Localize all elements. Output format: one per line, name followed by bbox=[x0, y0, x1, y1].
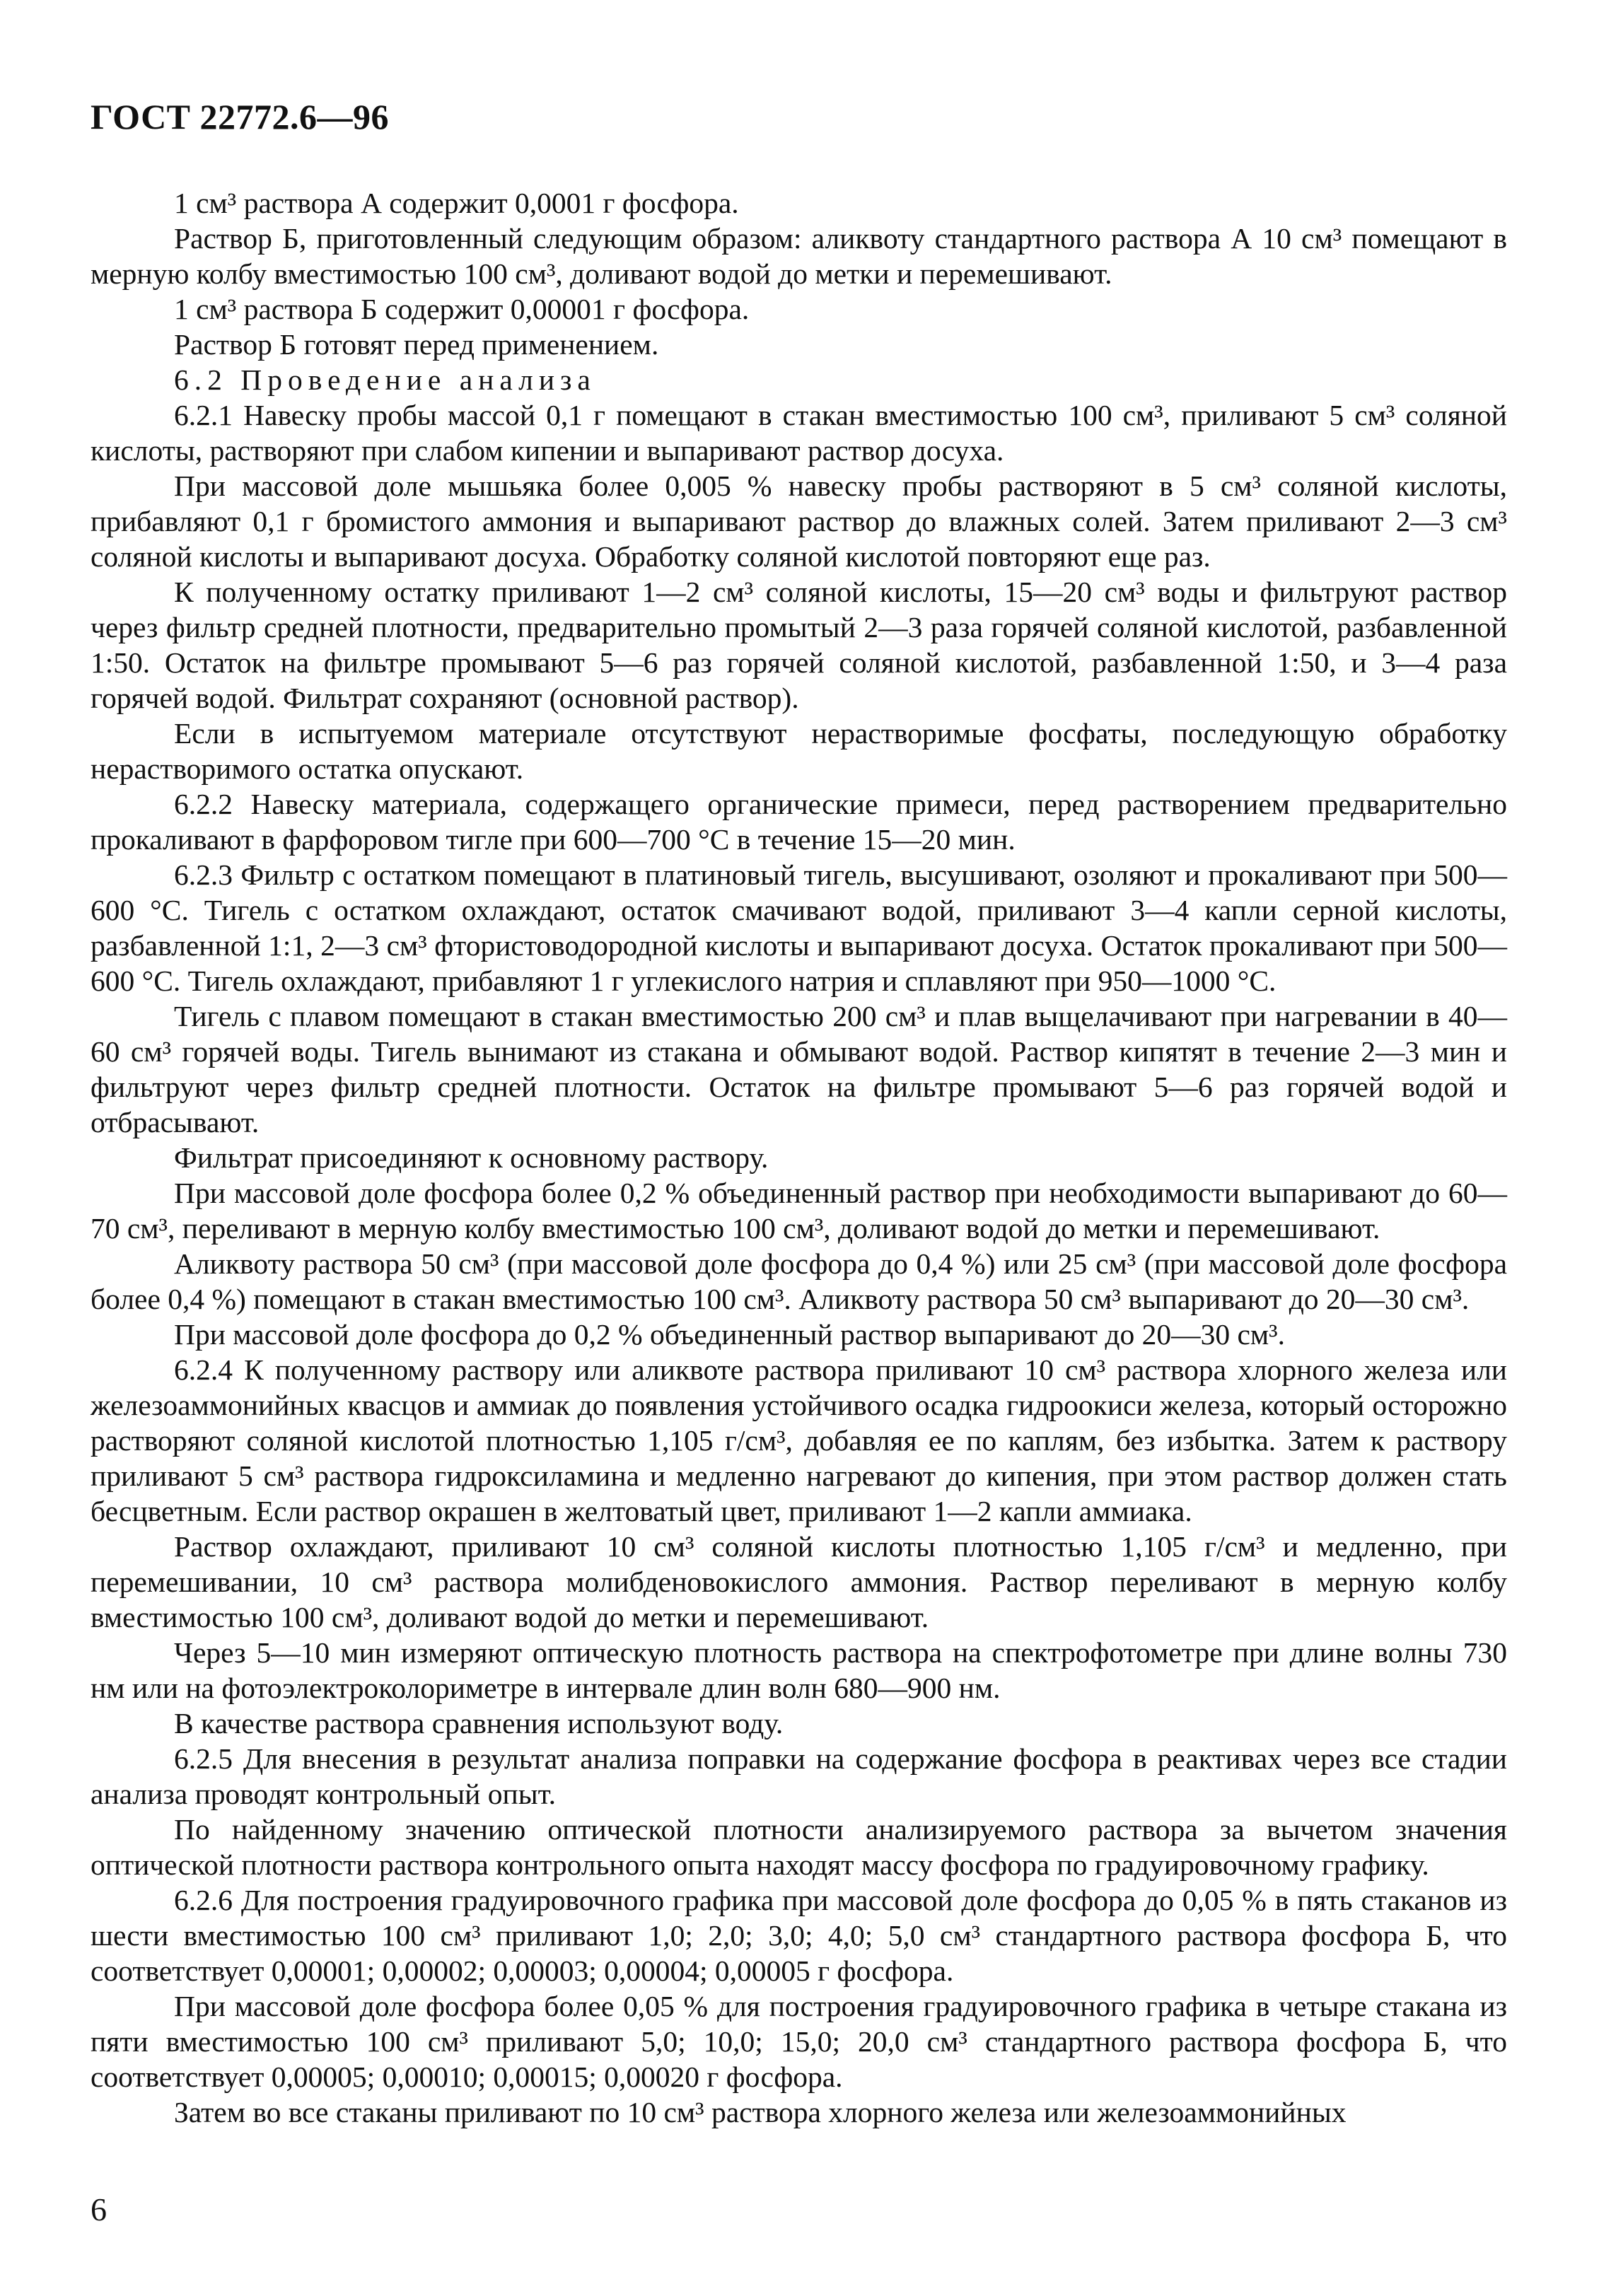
paragraph: 6.2.5 Для внесения в результат анализа поправки на содержание фосфора в реактивах через все стадии анализа проводят контрольный опыт. bbox=[91, 1742, 1507, 1810]
paragraph: 6.2.4 К полученному раствору или аликвоте раствора приливают 10 см³ раствора хлорного железа или железоаммонийных квасцов и аммиак до появления устойчивого осадка гидроокиси железа, который осторожно растворяют соляной кислотой плотностью 1,105 г/см³, добавляя ее по каплям, без избытка. Затем к раствору приливают 5 см³ раствора гидроксиламина и медленно нагревают до кипения, при этом раствор должен стать бесцветным. Если раствор окрашен в желтоватый цвет, приливают 1—2 капли аммиака. bbox=[91, 1353, 1507, 1527]
paragraph: Раствор Б готовят перед применением. bbox=[174, 328, 659, 361]
paragraph: По найденному значению оптической плотности анализируемого раствора за вычетом значения оптической плотности раствора контрольного опыта находят массу фосфора по градуировочному графику. bbox=[91, 1813, 1507, 1881]
paragraph: Тигель с плавом помещают в стакан вместимостью 200 см³ и плав выщелачивают при нагревании в 40—60 см³ горячей воды. Тигель вынимают из стакана и обмывают водой. Раствор кипятят в течение 2—3 мин и фильтруют через фильтр средней плотности. Остаток на фильтре промывают 5—6 раз горячей водой и отбрасывают. bbox=[91, 1000, 1507, 1138]
page-number: 6 bbox=[91, 2191, 107, 2227]
paragraph: Через 5—10 мин измеряют оптическую плотность раствора на спектрофотометре при длине волны 730 нм или на фотоэлектроколориметре в интервале длин волн 680—900 нм. bbox=[91, 1636, 1507, 1704]
paragraph: 6.2.6 Для построения градуировочного графика при массовой доле фосфора до 0,05 % в пять стаканов из шести вместимостью 100 см³ приливают 1,0; 2,0; 3,0; 4,0; 5,0 см³ стандартного раствора фосфора Б, что соответствует 0,00001; 0,00002; 0,00003; 0,00004; 0,00005 г фосфора. bbox=[91, 1884, 1507, 1987]
paragraph: 6.2.3 Фильтр с остатком помещают в платиновый тигель, высушивают, озоляют и прокаливают при 500—600 °С. Тигель с остатком охлаждают, остаток смачивают водой, приливают 3—4 капли серной кислоты, разбавленной 1:1, 2—3 см³ фтористоводородной кислоты и выпаривают досуха. Остаток прокаливают при 500—600 °С. Тигель охлаждают, прибавляют 1 г углекислого натрия и сплавляют при 950—1000 °С. bbox=[91, 858, 1507, 997]
document-header: ГОСТ 22772.6—96 bbox=[91, 97, 390, 136]
paragraph: 6.2.1 Навеску пробы массой 0,1 г помещают в стакан вместимостью 100 см³, приливают 5 см³ соляной кислоты, растворяют при слабом кипении и выпаривают раствор досуха. bbox=[91, 399, 1507, 467]
paragraph: При массовой доле фосфора до 0,2 % объединенный раствор выпаривают до 20—30 см³. bbox=[174, 1318, 1286, 1351]
section-heading: 6.2 Проведение анализа bbox=[174, 363, 596, 396]
paragraph: При массовой доле фосфора более 0,05 % для построения градуировочного графика в четыре стакана из пяти вместимостью 100 см³ приливают 5,0; 10,0; 15,0; 20,0 см³ стандартного раствора фосфора Б, что соответствует 0,00005; 0,00010; 0,00015; 0,00020 г фосфора. bbox=[91, 1990, 1507, 2093]
paragraph: При массовой доле мышьяка более 0,005 % навеску пробы растворяют в 5 см³ соляной кислоты, прибавляют 0,1 г бромистого аммония и выпаривают раствор до влажных солей. Затем приливают 2—3 см³ соляной кислоты и выпаривают досуха. Обработку соляной кислотой повторяют еще раз. bbox=[91, 470, 1507, 573]
paragraph: При массовой доле фосфора более 0,2 % объединенный раствор при необходимости выпаривают до 60—70 см³, переливают в мерную колбу вместимостью 100 см³, доливают водой до метки и перемешивают. bbox=[91, 1177, 1507, 1245]
paragraph: К полученному остатку приливают 1—2 см³ соляной кислоты, 15—20 см³ воды и фильтруют раствор через фильтр средней плотности, предварительно промытый 2—3 раза горячей соляной кислотой, разбавленной 1:50. Остаток на фильтре промывают 5—6 раз горячей соляной кислотой, разбавленной 1:50, и 3—4 раза горячей водой. Фильтрат сохраняют (основной раствор). bbox=[91, 576, 1507, 714]
paragraph: Фильтрат присоединяют к основному раствору. bbox=[174, 1141, 769, 1174]
paragraph: 1 см³ раствора А содержит 0,0001 г фосфора. bbox=[174, 187, 739, 219]
paragraph: Раствор Б, приготовленный следующим образом: аликвоту стандартного раствора А 10 см³ помещают в мерную колбу вместимостью 100 см³, доливают водой до метки и перемешивают. bbox=[91, 222, 1507, 290]
paragraph: 6.2.2 Навеску материала, содержащего органические примеси, перед растворением предварительно прокаливают в фарфоровом тигле при 600—700 °С в течение 15—20 мин. bbox=[91, 788, 1507, 856]
paragraph: 1 см³ раствора Б содержит 0,00001 г фосфора. bbox=[174, 293, 750, 325]
document-body bbox=[91, 185, 1507, 2130]
paragraph: Аликвоту раствора 50 см³ (при массовой доле фосфора до 0,4 %) или 25 см³ (при массовой доле фосфора более 0,4 %) помещают в стакан вместимостью 100 см³. Аликвоту раствора 50 см³ выпаривают до 20—30 см³. bbox=[91, 1247, 1507, 1315]
paragraph: В качестве раствора сравнения используют воду. bbox=[174, 1707, 784, 1740]
paragraph: Раствор охлаждают, приливают 10 см³ соляной кислоты плотностью 1,105 г/см³ и медленно, при перемешивании, 10 см³ раствора молибденовокислого аммония. Раствор переливают в мерную колбу вместимостью 100 см³, доливают водой до метки и перемешивают. bbox=[91, 1530, 1507, 1633]
paragraph: Затем во все стаканы приливают по 10 см³ раствора хлорного железа или железоаммонийных bbox=[174, 2096, 1347, 2128]
paragraph: Если в испытуемом материале отсутствуют нерастворимые фосфаты, последующую обработку нерастворимого остатка опускают. bbox=[91, 717, 1507, 785]
